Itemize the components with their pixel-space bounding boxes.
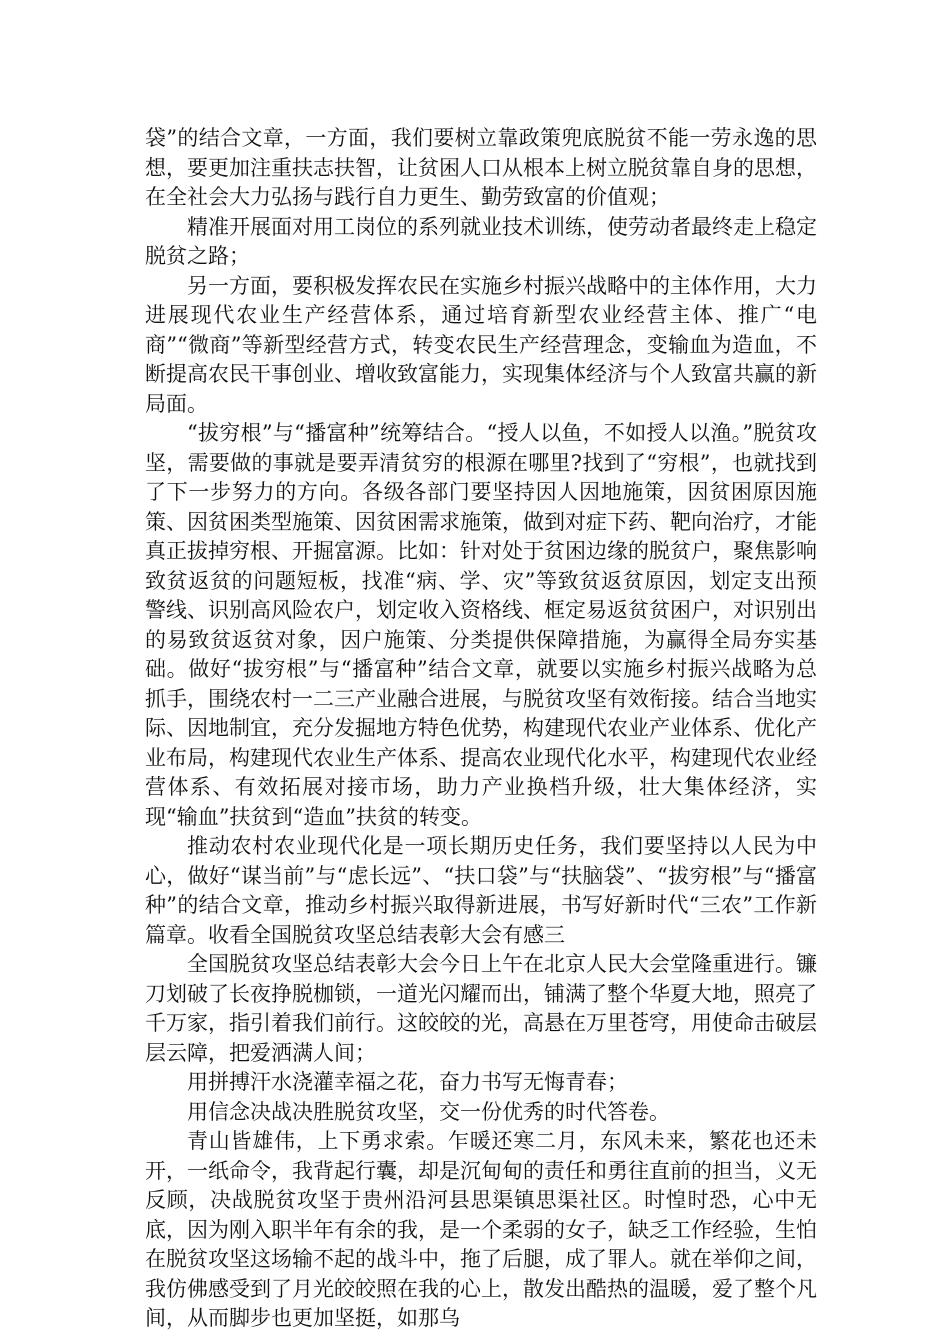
paragraph-8: 用信念决战决胜脱贫攻坚，交一份优秀的时代答卷。 xyxy=(187,1099,670,1124)
paragraph-1: 袋”的结合文章，一方面，我们要树立靠政策兜底脱贫不能一劳永逸的思想，要更加注重扶志扶智，让贫困人口从根本上树立脱贫靠自身的思想，在全社会大力弘扬与践行自力更生、勤劳致富的价值观； xyxy=(145,126,817,209)
paragraph-6: 全国脱贫攻坚总结表彰大会今日上午在北京人民大会堂隆重进行。镰刀划破了长夜挣脱枷锁，一道光闪耀而出，铺满了整个华夏大地，照亮了千万家，指引着我们前行。这皎皎的光，高悬在万里苍穹，用使命击破层层云障，把爱洒满人间； xyxy=(145,952,817,1065)
paragraph-5: 推动农村农业现代化是一项长期历史任务，我们要坚持以人民为中心，做好“谋当前”与“虑长远”、“扶口袋”与“扶脑袋”、“拔穷根”与“播富种”的结合文章，推动乡村振兴取得新进展，书写好新时代“三农”工作新篇章。收看全国脱贫攻坚总结表彰大会有感三 xyxy=(145,834,817,947)
document-body xyxy=(145,124,817,1334)
paragraph-9: 青山皆雄伟，上下勇求索。乍暖还寒二月，东风未来，繁花也还未开，一纸命令，我背起行囊，却是沉甸甸的责任和勇往直前的担当，义无反顾，决战脱贫攻坚于贵州沿河县思渠镇思渠社区。时惶时恐，心中无底，因为刚入职半年有余的我，是一个柔弱的女子，缺乏工作经验，生怕在脱贫攻坚这场输不起的战斗中，拖了后腿，成了罪人。就在举仰之间，我仿佛感受到了月光皎皎照在我的心上，散发出酷热的温暖，爱了整个凡间，从而脚步也更加坚挺，如那乌 xyxy=(145,1129,817,1330)
paragraph-7: 用拼搏汗水浇灌幸福之花，奋力书写无悔青春； xyxy=(187,1070,628,1094)
paragraph-4: “拔穷根”与“播富种”统筹结合。“授人以鱼，不如授人以渔。”脱贫攻坚，需要做的事就是要弄清贫穷的根源在哪里?找到了“穷根”，也就找到了下一步努力的方向。各级各部门要坚持因人因地施策，因贫困原因施策、因贫困类型施策、因贫困需求施策，做到对症下药、靶向治疗，才能真正拔掉穷根、开掘富源。比如：针对处于贫困边缘的脱贫户，聚焦影响致贫返贫的问题短板，找准“病、学、灾”等致贫返贫原因，划定支出预警线、识别高风险农户，划定收入资格线、框定易返贫贫困户，对识别出的易致贫返贫对象，因户施策、分类提供保障措施，为赢得全局夯实基础。做好“拔穷根”与“播富种”结合文章，就要以实施乡村振兴战略为总抓手，围绕农村一二三产业融合进展，与脱贫攻坚有效衔接。结合当地实际、因地制宜，充分发掘地方特色优势，构建现代农业产业体系、优化产业布局，构建现代农业生产体系、提高农业现代化水平，构建现代农业经营体系、有效拓展对接市场，助力产业换档升级，壮大集体经济，实现“输血”扶贫到“造血”扶贫的转变。 xyxy=(145,421,817,829)
paragraph-2: 精准开展面对用工岗位的系列就业技术训练，使劳动者最终走上稳定脱贫之路； xyxy=(145,214,817,268)
paragraph-3: 另一方面，要积极发挥农民在实施乡村振兴战略中的主体作用，大力进展现代农业生产经营体系，通过培育新型农业经营主体、推广“电商”“微商”等新型经营方式，转变农民生产经营理念，变输血为造血，不断提高农民干事创业、增收致富能力，实现集体经济与个人致富共赢的新局面。 xyxy=(145,273,817,416)
